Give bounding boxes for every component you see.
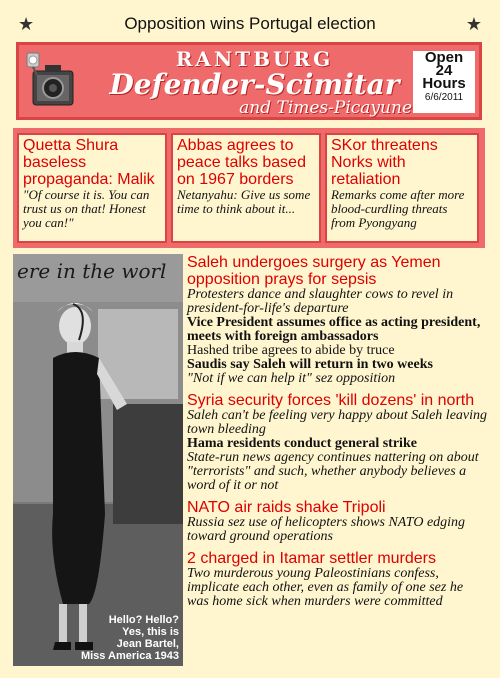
photo <box>13 254 183 666</box>
top-story-3-sub: Remarks come after more blood-curdling threats from Pyongyang <box>331 187 465 230</box>
photo-image <box>13 254 183 666</box>
caption-line-1: Hello? Hello? <box>108 614 179 626</box>
masthead-times-picayune: and Times-Picayune <box>239 98 412 118</box>
masthead-defender-scimitar: Defender-Scimitar <box>109 68 400 101</box>
story-nato-sub-1: Russia sez use of helicopters shows NATO edging toward ground operations <box>187 515 466 544</box>
story-saleh-plain-1[interactable]: Hashed tribe agrees to abide by truce <box>187 343 395 358</box>
star-left-icon: ★ <box>18 14 35 35</box>
top-headline[interactable]: Opposition wins Portugal election <box>124 14 376 33</box>
main-column <box>187 254 487 609</box>
top-story-3[interactable] <box>325 133 479 243</box>
story-itamar <box>187 550 487 609</box>
story-itamar-headline[interactable]: 2 charged in Itamar settler murders <box>187 550 436 567</box>
story-saleh-sub-2: "Not if we can help it" sez opposition <box>187 371 396 386</box>
masthead-rantburg: RANTBURG <box>175 47 334 71</box>
caption-line-3: Jean Bartel, <box>116 638 179 650</box>
caption-line-4: Miss America 1943 <box>80 650 179 662</box>
story-nato-headline[interactable]: NATO air raids shake Tripoli <box>187 499 386 516</box>
top-story-2-sub: Netanyahu: Give us some time to think about it... <box>177 187 311 216</box>
story-saleh-headline[interactable]: Saleh undergoes surgery as Yemen opposition prays for sepsis <box>187 254 441 288</box>
open-label: Open <box>424 49 464 66</box>
star-right-icon: ★ <box>465 14 482 35</box>
story-saleh <box>187 254 487 386</box>
story-saleh-sub-1: Protesters dance and slaughter cows to revel in president-for-life's departure <box>187 287 454 316</box>
story-syria-sub-2: State-run news agency continues nattering on about "terrorists" and such, whether anybody believes a word of it or not <box>187 450 479 493</box>
top-stories-band <box>13 128 485 248</box>
photo-sign-text: ere in the worl <box>17 259 167 283</box>
story-saleh-bold-1[interactable]: Vice President assumes office as acting president, meets with foreign ambassadors <box>187 315 481 344</box>
issue-date: 6/6/2011 <box>424 92 464 103</box>
top-story-1-sub: "Of course it is. You can trust us on that! Honest you can!" <box>23 187 150 230</box>
top-story-1[interactable] <box>17 133 167 243</box>
story-saleh-bold-2[interactable]: Saudis say Saleh will return in two weeks <box>187 357 433 372</box>
paper-name <box>87 45 422 119</box>
hours-number: 24 <box>435 62 453 79</box>
story-syria-bold-1[interactable]: Hama residents conduct general strike <box>187 436 417 451</box>
story-syria <box>187 392 487 493</box>
caption-line-2: Yes, this is <box>122 626 179 638</box>
top-story-1-headline[interactable]: Quetta Shura baseless propaganda: Malik <box>23 137 155 188</box>
story-syria-sub-1: Saleh can't be feeling very happy about Saleh leaving town bleeding <box>187 408 488 437</box>
photo-caption <box>59 614 179 662</box>
open-24-hours-box <box>413 51 475 113</box>
top-story-2[interactable] <box>171 133 321 243</box>
story-itamar-sub-1: Two murderous young Paleostinians confess, implicate each other, even as family of one sez he was home sick when murders were committed <box>187 566 464 609</box>
top-story-2-headline[interactable]: Abbas agrees to peace talks based on 1967 borders <box>177 137 306 188</box>
hours-label: Hours <box>422 75 466 92</box>
story-nato <box>187 499 487 544</box>
masthead <box>16 42 482 120</box>
story-syria-headline[interactable]: Syria security forces 'kill dozens' in north <box>187 392 475 409</box>
top-story-3-headline[interactable]: SKor threatens Norks with retaliation <box>331 137 438 188</box>
camera-icon <box>23 49 85 115</box>
